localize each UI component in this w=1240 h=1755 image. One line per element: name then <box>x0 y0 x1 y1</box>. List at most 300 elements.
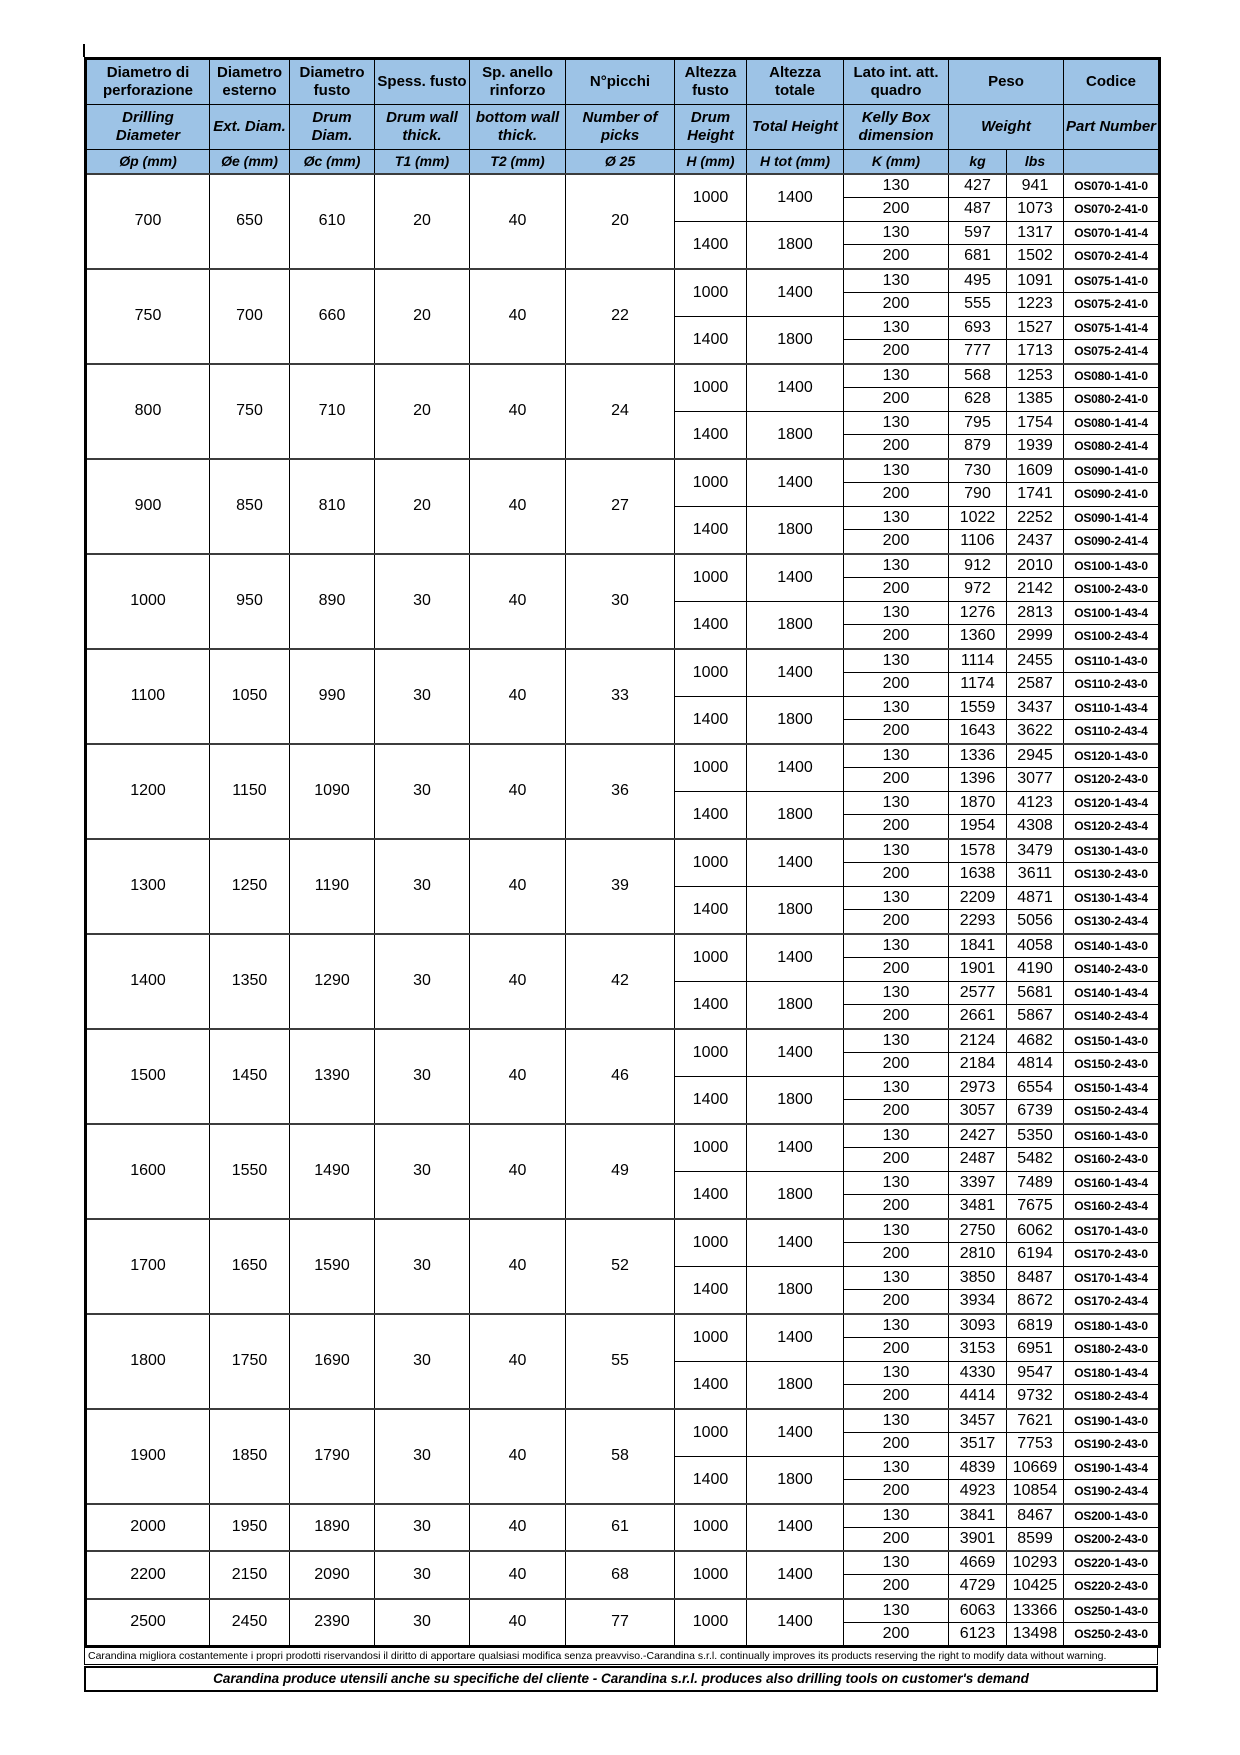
header-dp-en: Drilling Diameter <box>86 105 210 150</box>
part-number-cell: OS190-2-43-0 <box>1064 1432 1160 1456</box>
bottom-wall-thick-cell: 40 <box>470 649 566 744</box>
total-height-cell: 1800 <box>747 1361 844 1409</box>
header-kg-unit: kg <box>949 150 1007 174</box>
drum-height-cell: 1400 <box>675 696 747 744</box>
weight-lbs-cell: 2252 <box>1007 506 1064 530</box>
weight-kg-cell: 3057 <box>949 1100 1007 1124</box>
weight-lbs-cell: 4871 <box>1007 886 1064 910</box>
number-of-picks-cell: 36 <box>566 744 675 839</box>
bottom-wall-thick-cell: 40 <box>470 1551 566 1599</box>
weight-kg-cell: 1174 <box>949 672 1007 696</box>
kelly-box-cell: 200 <box>844 910 949 934</box>
part-number-cell: OS070-1-41-4 <box>1064 221 1160 245</box>
kelly-box-cell: 200 <box>844 1005 949 1029</box>
weight-lbs-cell: 1073 <box>1007 197 1064 221</box>
weight-kg-cell: 1901 <box>949 957 1007 981</box>
weight-lbs-cell: 941 <box>1007 174 1064 198</box>
part-number-cell: OS180-2-43-4 <box>1064 1385 1160 1409</box>
header-t1-en: Drum wall thick. <box>375 105 470 150</box>
drum-diameter-cell: 1690 <box>290 1314 375 1409</box>
table-row <box>86 1551 1160 1575</box>
weight-lbs-cell: 6554 <box>1007 1076 1064 1100</box>
drum-wall-thick-cell: 30 <box>375 744 470 839</box>
total-height-cell: 1400 <box>747 364 844 412</box>
weight-lbs-cell: 9547 <box>1007 1361 1064 1385</box>
weight-lbs-cell: 2455 <box>1007 649 1064 673</box>
drum-wall-thick-cell: 20 <box>375 459 470 554</box>
bottom-wall-thick-cell: 40 <box>470 364 566 459</box>
drum-wall-thick-cell: 30 <box>375 649 470 744</box>
table-row <box>86 1219 1160 1243</box>
custom-demand-banner <box>84 1666 1158 1692</box>
ext-diameter-cell: 850 <box>210 459 290 554</box>
drilling-diameter-cell: 1900 <box>86 1409 210 1504</box>
weight-lbs-cell: 6819 <box>1007 1314 1064 1338</box>
weight-kg-cell: 3457 <box>949 1409 1007 1433</box>
part-number-cell: OS220-2-43-0 <box>1064 1575 1160 1599</box>
drum-wall-thick-cell: 30 <box>375 554 470 649</box>
number-of-picks-cell: 30 <box>566 554 675 649</box>
number-of-picks-cell: 77 <box>566 1599 675 1647</box>
bottom-wall-thick-cell: 40 <box>470 1124 566 1219</box>
weight-kg-cell: 2124 <box>949 1029 1007 1053</box>
part-number-cell: OS080-1-41-0 <box>1064 364 1160 388</box>
weight-kg-cell: 3841 <box>949 1504 1007 1528</box>
part-number-cell: OS090-2-41-0 <box>1064 482 1160 506</box>
drum-wall-thick-cell: 20 <box>375 364 470 459</box>
ext-diameter-cell: 1050 <box>210 649 290 744</box>
header-dp-unit: Øp (mm) <box>86 150 210 174</box>
header-de-unit: Øe (mm) <box>210 150 290 174</box>
drum-wall-thick-cell: 30 <box>375 1551 470 1599</box>
part-number-cell: OS150-1-43-4 <box>1064 1076 1160 1100</box>
header-h-unit: H (mm) <box>675 150 747 174</box>
part-number-cell: OS130-1-43-4 <box>1064 886 1160 910</box>
header-dp-it: Diametro di perforazione <box>86 59 210 105</box>
weight-lbs-cell: 6951 <box>1007 1337 1064 1361</box>
drum-wall-thick-cell: 30 <box>375 1599 470 1647</box>
number-of-picks-cell: 52 <box>566 1219 675 1314</box>
weight-kg-cell: 1954 <box>949 815 1007 839</box>
weight-lbs-cell: 10425 <box>1007 1575 1064 1599</box>
ext-diameter-cell: 700 <box>210 269 290 364</box>
header-dc-unit: Øc (mm) <box>290 150 375 174</box>
header-t1-unit: T1 (mm) <box>375 150 470 174</box>
drum-height-cell: 1400 <box>675 1266 747 1314</box>
part-number-cell: OS250-2-43-0 <box>1064 1622 1160 1646</box>
drum-height-cell: 1000 <box>675 1314 747 1362</box>
weight-kg-cell: 495 <box>949 269 1007 293</box>
kelly-box-cell: 130 <box>844 364 949 388</box>
weight-kg-cell: 681 <box>949 245 1007 269</box>
weight-kg-cell: 555 <box>949 292 1007 316</box>
table-row <box>86 649 1160 673</box>
total-height-cell: 1400 <box>747 1219 844 1267</box>
number-of-picks-cell: 20 <box>566 174 675 269</box>
total-height-cell: 1800 <box>747 791 844 839</box>
table-row <box>86 744 1160 768</box>
weight-kg-cell: 597 <box>949 221 1007 245</box>
weight-kg-cell: 795 <box>949 411 1007 435</box>
weight-lbs-cell: 10669 <box>1007 1456 1064 1480</box>
weight-kg-cell: 3397 <box>949 1171 1007 1195</box>
bottom-wall-thick-cell: 40 <box>470 1314 566 1409</box>
drilling-diameter-cell: 1200 <box>86 744 210 839</box>
weight-kg-cell: 487 <box>949 197 1007 221</box>
ext-diameter-cell: 1750 <box>210 1314 290 1409</box>
weight-kg-cell: 4839 <box>949 1456 1007 1480</box>
total-height-cell: 1400 <box>747 1314 844 1362</box>
kelly-box-cell: 200 <box>844 1052 949 1076</box>
weight-lbs-cell: 4190 <box>1007 957 1064 981</box>
weight-kg-cell: 2661 <box>949 1005 1007 1029</box>
drum-diameter-cell: 2390 <box>290 1599 375 1647</box>
header-codice-en: Part Number <box>1064 105 1160 150</box>
drum-height-cell: 1000 <box>675 554 747 602</box>
weight-lbs-cell: 10854 <box>1007 1480 1064 1504</box>
part-number-cell: OS170-1-43-0 <box>1064 1219 1160 1243</box>
drum-diameter-cell: 1090 <box>290 744 375 839</box>
part-number-cell: OS200-2-43-0 <box>1064 1527 1160 1551</box>
weight-kg-cell: 1643 <box>949 720 1007 744</box>
drum-wall-thick-cell: 30 <box>375 1314 470 1409</box>
part-number-cell: OS075-1-41-0 <box>1064 269 1160 293</box>
weight-kg-cell: 3517 <box>949 1432 1007 1456</box>
catalog-sheet <box>84 57 1158 1692</box>
kelly-box-cell: 200 <box>844 292 949 316</box>
weight-kg-cell: 2810 <box>949 1242 1007 1266</box>
weight-kg-cell: 912 <box>949 554 1007 578</box>
drum-height-cell: 1000 <box>675 744 747 792</box>
weight-lbs-cell: 3479 <box>1007 839 1064 863</box>
kelly-box-cell: 200 <box>844 1242 949 1266</box>
weight-lbs-cell: 2813 <box>1007 601 1064 625</box>
drum-height-cell: 1400 <box>675 411 747 459</box>
weight-kg-cell: 6123 <box>949 1622 1007 1646</box>
weight-lbs-cell: 1317 <box>1007 221 1064 245</box>
weight-kg-cell: 1336 <box>949 744 1007 768</box>
part-number-cell: OS160-2-43-4 <box>1064 1195 1160 1219</box>
weight-lbs-cell: 3622 <box>1007 720 1064 744</box>
kelly-box-cell: 200 <box>844 1432 949 1456</box>
total-height-cell: 1400 <box>747 934 844 982</box>
bottom-wall-thick-cell: 40 <box>470 744 566 839</box>
weight-lbs-cell: 2010 <box>1007 554 1064 578</box>
total-height-cell: 1400 <box>747 174 844 222</box>
weight-lbs-cell: 1091 <box>1007 269 1064 293</box>
kelly-box-cell: 130 <box>844 1409 949 1433</box>
part-number-cell: OS090-1-41-4 <box>1064 506 1160 530</box>
kelly-box-cell: 200 <box>844 815 949 839</box>
drum-wall-thick-cell: 20 <box>375 269 470 364</box>
total-height-cell: 1400 <box>747 1599 844 1647</box>
kelly-box-cell: 200 <box>844 625 949 649</box>
drum-diameter-cell: 1890 <box>290 1504 375 1552</box>
drum-diameter-cell: 610 <box>290 174 375 269</box>
drum-height-cell: 1000 <box>675 1219 747 1267</box>
part-number-cell: OS170-2-43-0 <box>1064 1242 1160 1266</box>
total-height-cell: 1800 <box>747 1456 844 1504</box>
weight-kg-cell: 1360 <box>949 625 1007 649</box>
kelly-box-cell: 130 <box>844 601 949 625</box>
total-height-cell: 1800 <box>747 506 844 554</box>
drum-wall-thick-cell: 30 <box>375 1409 470 1504</box>
part-number-cell: OS110-1-43-0 <box>1064 649 1160 673</box>
drum-diameter-cell: 1290 <box>290 934 375 1029</box>
drum-diameter-cell: 2090 <box>290 1551 375 1599</box>
header-codice-unit <box>1064 150 1160 174</box>
header-t2-it: Sp. anello rinforzo <box>470 59 566 105</box>
weight-kg-cell: 3153 <box>949 1337 1007 1361</box>
weight-lbs-cell: 2587 <box>1007 672 1064 696</box>
kelly-box-cell: 130 <box>844 506 949 530</box>
header-htot-unit: H tot (mm) <box>747 150 844 174</box>
total-height-cell: 1400 <box>747 1551 844 1599</box>
table-row <box>86 174 1160 198</box>
weight-lbs-cell: 5056 <box>1007 910 1064 934</box>
kelly-box-cell: 200 <box>844 1147 949 1171</box>
total-height-cell: 1800 <box>747 886 844 934</box>
drilling-diameter-cell: 800 <box>86 364 210 459</box>
part-number-cell: OS190-1-43-0 <box>1064 1409 1160 1433</box>
part-number-cell: OS075-2-41-4 <box>1064 340 1160 364</box>
part-number-cell: OS100-1-43-0 <box>1064 554 1160 578</box>
weight-kg-cell: 2293 <box>949 910 1007 934</box>
weight-kg-cell: 2427 <box>949 1124 1007 1148</box>
number-of-picks-cell: 33 <box>566 649 675 744</box>
part-number-cell: OS170-2-43-4 <box>1064 1290 1160 1314</box>
table-row <box>86 459 1160 483</box>
drilling-diameter-cell: 750 <box>86 269 210 364</box>
weight-kg-cell: 3850 <box>949 1266 1007 1290</box>
part-number-cell: OS090-1-41-0 <box>1064 459 1160 483</box>
header-h-en: Drum Height <box>675 105 747 150</box>
drum-height-cell: 1000 <box>675 649 747 697</box>
header-peso-en: Weight <box>949 105 1064 150</box>
kelly-box-cell: 200 <box>844 1575 949 1599</box>
drilling-diameter-cell: 700 <box>86 174 210 269</box>
weight-lbs-cell: 4308 <box>1007 815 1064 839</box>
weight-kg-cell: 879 <box>949 435 1007 459</box>
part-number-cell: OS100-1-43-4 <box>1064 601 1160 625</box>
kelly-box-cell: 200 <box>844 435 949 459</box>
table-row <box>86 934 1160 958</box>
weight-kg-cell: 2750 <box>949 1219 1007 1243</box>
drum-diameter-cell: 1590 <box>290 1219 375 1314</box>
kelly-box-cell: 130 <box>844 649 949 673</box>
kelly-box-cell: 130 <box>844 411 949 435</box>
total-height-cell: 1400 <box>747 554 844 602</box>
weight-lbs-cell: 8467 <box>1007 1504 1064 1528</box>
kelly-box-cell: 200 <box>844 1527 949 1551</box>
weight-lbs-cell: 10293 <box>1007 1551 1064 1575</box>
kelly-box-cell: 200 <box>844 1622 949 1646</box>
header-t1-it: Spess. fusto <box>375 59 470 105</box>
table-row <box>86 1504 1160 1528</box>
total-height-cell: 1400 <box>747 1409 844 1457</box>
total-height-cell: 1800 <box>747 981 844 1029</box>
weight-lbs-cell: 5482 <box>1007 1147 1064 1171</box>
part-number-cell: OS120-1-43-0 <box>1064 744 1160 768</box>
weight-kg-cell: 4414 <box>949 1385 1007 1409</box>
number-of-picks-cell: 39 <box>566 839 675 934</box>
drilling-diameter-cell: 1700 <box>86 1219 210 1314</box>
weight-lbs-cell: 1502 <box>1007 245 1064 269</box>
drum-wall-thick-cell: 30 <box>375 1504 470 1552</box>
number-of-picks-cell: 61 <box>566 1504 675 1552</box>
table-row <box>86 1124 1160 1148</box>
bottom-wall-thick-cell: 40 <box>470 1504 566 1552</box>
drum-height-cell: 1400 <box>675 316 747 364</box>
total-height-cell: 1800 <box>747 1076 844 1124</box>
weight-kg-cell: 3934 <box>949 1290 1007 1314</box>
weight-kg-cell: 790 <box>949 482 1007 506</box>
header-k-unit: K (mm) <box>844 150 949 174</box>
total-height-cell: 1400 <box>747 649 844 697</box>
weight-kg-cell: 693 <box>949 316 1007 340</box>
drum-diameter-cell: 1490 <box>290 1124 375 1219</box>
drilling-diameter-cell: 900 <box>86 459 210 554</box>
kelly-box-cell: 200 <box>844 1290 949 1314</box>
drilling-diameter-cell: 1400 <box>86 934 210 1029</box>
weight-kg-cell: 4330 <box>949 1361 1007 1385</box>
kelly-box-cell: 130 <box>844 886 949 910</box>
part-number-cell: OS120-2-43-0 <box>1064 767 1160 791</box>
header-k-en: Kelly Box dimension <box>844 105 949 150</box>
part-number-cell: OS070-2-41-4 <box>1064 245 1160 269</box>
drum-height-cell: 1400 <box>675 1361 747 1409</box>
weight-kg-cell: 6063 <box>949 1599 1007 1623</box>
weight-lbs-cell: 2142 <box>1007 577 1064 601</box>
weight-lbs-cell: 4814 <box>1007 1052 1064 1076</box>
drum-height-cell: 1000 <box>675 1124 747 1172</box>
disclaimer-text: Carandina migliora costantemente i propri prodotti riservandosi il diritto di apportare qualsiasi modifica senza preavviso.-Carandina s.r.l. continually improves its products reserving the right to modify data without warning. <box>84 1648 1158 1665</box>
kelly-box-cell: 130 <box>844 1029 949 1053</box>
header-peso-it: Peso <box>949 59 1064 105</box>
kelly-box-cell: 200 <box>844 1100 949 1124</box>
weight-lbs-cell: 3077 <box>1007 767 1064 791</box>
drum-height-cell: 1000 <box>675 1551 747 1599</box>
weight-kg-cell: 777 <box>949 340 1007 364</box>
drum-height-cell: 1400 <box>675 601 747 649</box>
weight-lbs-cell: 7753 <box>1007 1432 1064 1456</box>
part-number-cell: OS070-1-41-0 <box>1064 174 1160 198</box>
bottom-wall-thick-cell: 40 <box>470 1219 566 1314</box>
kelly-box-cell: 130 <box>844 316 949 340</box>
header-lbs-unit: lbs <box>1007 150 1064 174</box>
header-htot-it: Altezza totale <box>747 59 844 105</box>
kelly-box-cell: 130 <box>844 1076 949 1100</box>
kelly-box-cell: 130 <box>844 981 949 1005</box>
bottom-wall-thick-cell: 40 <box>470 1409 566 1504</box>
part-number-cell: OS190-1-43-4 <box>1064 1456 1160 1480</box>
drum-wall-thick-cell: 30 <box>375 934 470 1029</box>
part-number-cell: OS180-2-43-0 <box>1064 1337 1160 1361</box>
ext-diameter-cell: 1150 <box>210 744 290 839</box>
kelly-box-cell: 200 <box>844 245 949 269</box>
weight-kg-cell: 2487 <box>949 1147 1007 1171</box>
kelly-box-cell: 130 <box>844 1361 949 1385</box>
ext-diameter-cell: 1250 <box>210 839 290 934</box>
ext-diameter-cell: 1350 <box>210 934 290 1029</box>
total-height-cell: 1400 <box>747 744 844 792</box>
weight-kg-cell: 2184 <box>949 1052 1007 1076</box>
kelly-box-cell: 130 <box>844 554 949 578</box>
number-of-picks-cell: 58 <box>566 1409 675 1504</box>
weight-kg-cell: 427 <box>949 174 1007 198</box>
kelly-box-cell: 130 <box>844 1171 949 1195</box>
part-number-cell: OS110-1-43-4 <box>1064 696 1160 720</box>
ext-diameter-cell: 1650 <box>210 1219 290 1314</box>
drum-diameter-cell: 810 <box>290 459 375 554</box>
kelly-box-cell: 200 <box>844 1337 949 1361</box>
header-de-it: Diametro esterno <box>210 59 290 105</box>
total-height-cell: 1800 <box>747 221 844 269</box>
part-number-cell: OS140-1-43-0 <box>1064 934 1160 958</box>
bottom-wall-thick-cell: 40 <box>470 174 566 269</box>
part-number-cell: OS140-1-43-4 <box>1064 981 1160 1005</box>
part-number-cell: OS150-2-43-4 <box>1064 1100 1160 1124</box>
drum-height-cell: 1000 <box>675 1029 747 1077</box>
spec-table-body <box>86 174 1160 1647</box>
drilling-diameter-cell: 1800 <box>86 1314 210 1409</box>
kelly-box-cell: 200 <box>844 767 949 791</box>
weight-kg-cell: 1396 <box>949 767 1007 791</box>
total-height-cell: 1800 <box>747 411 844 459</box>
weight-kg-cell: 3481 <box>949 1195 1007 1219</box>
drum-height-cell: 1400 <box>675 791 747 839</box>
kelly-box-cell: 200 <box>844 957 949 981</box>
kelly-box-cell: 200 <box>844 577 949 601</box>
drum-height-cell: 1000 <box>675 1504 747 1552</box>
drum-height-cell: 1400 <box>675 981 747 1029</box>
part-number-cell: OS110-2-43-0 <box>1064 672 1160 696</box>
number-of-picks-cell: 22 <box>566 269 675 364</box>
header-dc-en: Drum Diam. <box>290 105 375 150</box>
kelly-box-cell: 130 <box>844 696 949 720</box>
ext-diameter-cell: 1550 <box>210 1124 290 1219</box>
weight-lbs-cell: 5350 <box>1007 1124 1064 1148</box>
part-number-cell: OS120-2-43-4 <box>1064 815 1160 839</box>
number-of-picks-cell: 27 <box>566 459 675 554</box>
weight-kg-cell: 2973 <box>949 1076 1007 1100</box>
weight-lbs-cell: 1741 <box>1007 482 1064 506</box>
drum-wall-thick-cell: 30 <box>375 1219 470 1314</box>
weight-kg-cell: 730 <box>949 459 1007 483</box>
weight-kg-cell: 2209 <box>949 886 1007 910</box>
drum-wall-thick-cell: 30 <box>375 839 470 934</box>
total-height-cell: 1800 <box>747 1171 844 1219</box>
kelly-box-cell: 130 <box>844 744 949 768</box>
part-number-cell: OS140-2-43-0 <box>1064 957 1160 981</box>
header-de-en: Ext. Diam. <box>210 105 290 150</box>
header-htot-en: Total Height <box>747 105 844 150</box>
drum-diameter-cell: 890 <box>290 554 375 649</box>
drum-wall-thick-cell: 30 <box>375 1124 470 1219</box>
kelly-box-cell: 130 <box>844 839 949 863</box>
weight-kg-cell: 3901 <box>949 1527 1007 1551</box>
weight-lbs-cell: 2999 <box>1007 625 1064 649</box>
drum-height-cell: 1000 <box>675 839 747 887</box>
drilling-diameter-cell: 1100 <box>86 649 210 744</box>
kelly-box-cell: 200 <box>844 482 949 506</box>
number-of-picks-cell: 49 <box>566 1124 675 1219</box>
kelly-box-cell: 130 <box>844 1124 949 1148</box>
weight-kg-cell: 4729 <box>949 1575 1007 1599</box>
table-row <box>86 839 1160 863</box>
weight-kg-cell: 1106 <box>949 530 1007 554</box>
weight-kg-cell: 4923 <box>949 1480 1007 1504</box>
